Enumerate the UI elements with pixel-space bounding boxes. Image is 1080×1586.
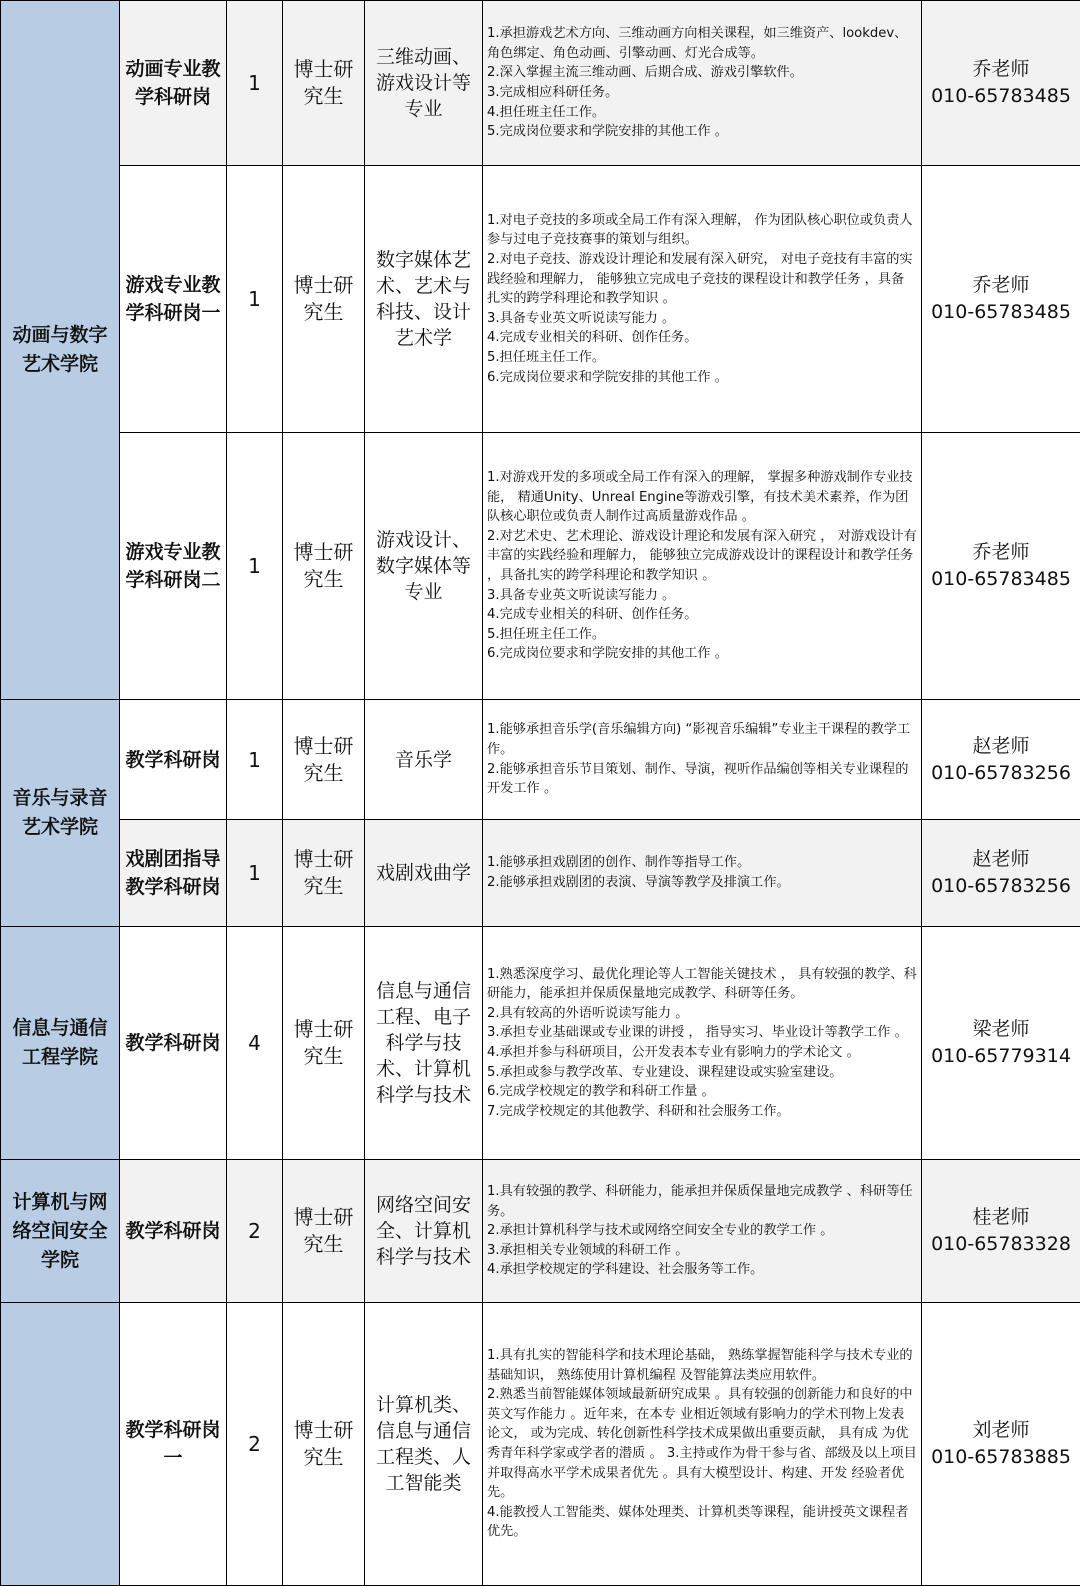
contact-phone: 010-65783256 (924, 760, 1078, 787)
duty-line: 2.对电子竞技、游戏设计理论和发展有深入研究， 对电子竞技有丰富的实践经验和理解力， 能够独立完成电子竞技的课程设计和教学任务 ，具备扎实的跨学科理论和教学知识 。 (487, 250, 917, 309)
major-cell: 网络空间安全、计算机科学与技术 (365, 1160, 483, 1303)
duties-cell (483, 166, 922, 433)
department-cell (1, 1303, 120, 1586)
contact-phone: 010-65779314 (924, 1043, 1078, 1070)
duties-cell (483, 1303, 922, 1586)
table-row (1, 1, 1080, 166)
headcount-cell: 1 (227, 166, 283, 433)
duty-line: 3.具备专业英文听说读写能力 。 (487, 586, 917, 606)
duties-cell (483, 927, 922, 1160)
contact-phone: 010-65783885 (924, 1444, 1078, 1471)
education-cell: 博士研究生 (283, 1160, 365, 1303)
duty-line: 7.完成学校规定的其他教学、科研和社会服务工作。 (487, 1102, 917, 1122)
duty-line: 4.能教授人工智能类、媒体处理类、计算机类等课程，能讲授英文课程者优先。 (487, 1503, 917, 1542)
duty-line: 3.承担专业基础课或专业课的讲授 ， 指导实习、毕业设计等教学工作 。 (487, 1023, 917, 1043)
duty-line: 1.承担游戏艺术方向、三维动画方向相关课程，如三维资产、lookdev、角色绑定、角色动画、引擎动画、灯光合成等。 (487, 24, 917, 63)
table-row (1, 927, 1080, 1160)
contact-name: 乔老师 (924, 539, 1078, 566)
contact-cell (922, 1303, 1080, 1586)
contact-name: 刘老师 (924, 1417, 1078, 1444)
contact-phone: 010-65783485 (924, 299, 1078, 326)
duty-line: 2.对艺术史、艺术理论、游戏设计理论和发展有深入研究 ， 对游戏设计有丰富的实践经验和理解力， 能够独立完成游戏设计的课程设计和教学任务 ，具备扎实的跨学科理论和教学知识 。 (487, 527, 917, 586)
contact-phone: 010-65783485 (924, 83, 1078, 110)
position-cell: 教学科研岗 (120, 927, 227, 1160)
duty-line: 2.深入掌握主流三维动画、后期合成、游戏引擎软件。 (487, 63, 917, 83)
position-cell: 教学科研岗 (120, 1160, 227, 1303)
duties-cell (483, 433, 922, 700)
headcount-cell: 1 (227, 820, 283, 927)
education-cell: 博士研究生 (283, 1, 365, 166)
headcount-cell: 4 (227, 927, 283, 1160)
duty-line: 1.具有扎实的智能科学和技术理论基础， 熟练掌握智能科学与技术专业的基础知识， 熟练使用计算机编程 及智能算法类应用软件。 (487, 1346, 917, 1385)
education-cell: 博士研究生 (283, 166, 365, 433)
contact-cell (922, 700, 1080, 820)
duty-line: 3.具备专业英文听说读写能力 。 (487, 309, 917, 329)
duty-line: 2.能够承担音乐节目策划、制作、导演，视听作品编创等相关专业课程的开发工作 。 (487, 760, 917, 799)
major-cell: 三维动画、游戏设计等专业 (365, 1, 483, 166)
table-row (1, 166, 1080, 433)
contact-name: 桂老师 (924, 1204, 1078, 1231)
contact-cell (922, 1160, 1080, 1303)
contact-phone: 010-65783256 (924, 873, 1078, 900)
duty-line: 3.承担相关专业领域的科研工作 。 (487, 1241, 917, 1261)
contact-name: 乔老师 (924, 56, 1078, 83)
table-row (1, 820, 1080, 927)
duty-line: 6.完成学校规定的教学和科研工作量 。 (487, 1082, 917, 1102)
headcount-cell: 1 (227, 700, 283, 820)
department-cell: 信息与通信工程学院 (1, 927, 120, 1160)
duty-line: 2.熟悉当前智能媒体领域最新研究成果 。具有较强的创新能力和良好的中英文写作能力 。近年来，在本专 业相近领域有影响力的学术刊物上发表论文， 或为完成、转化创新性科学技术成果做出重要贡献， 具有成 为优秀青年科学家或学者的潜质 。 3.主持或作为骨干参与省、部级及以上项目并取得高水平学术成果者优先 。具有大模型设计、构建、开发 经验者优先。 (487, 1385, 917, 1503)
headcount-cell: 1 (227, 1, 283, 166)
duty-line: 4.完成专业相关的科研、创作任务。 (487, 605, 917, 625)
duties-cell (483, 820, 922, 927)
education-cell: 博士研究生 (283, 700, 365, 820)
position-cell: 游戏专业教学科研岗二 (120, 433, 227, 700)
major-cell: 戏剧戏曲学 (365, 820, 483, 927)
education-cell: 博士研究生 (283, 820, 365, 927)
table-row (1, 1160, 1080, 1303)
duty-line: 1.具有较强的教学、科研能力，能承担并保质保量地完成教学 、科研等任务。 (487, 1182, 917, 1221)
duty-line: 4.承担学校规定的学科建设、社会服务等工作。 (487, 1260, 917, 1280)
duty-line: 6.完成岗位要求和学院安排的其他工作 。 (487, 368, 917, 388)
position-cell: 动画专业教学科研岗 (120, 1, 227, 166)
duties-cell (483, 700, 922, 820)
contact-name: 乔老师 (924, 272, 1078, 299)
contact-cell (922, 927, 1080, 1160)
duty-line: 1.对游戏开发的多项或全局工作有深入的理解， 掌握多种游戏制作专业技能， 精通Unity、Unreal Engine等游戏引擎，有技术美术素养，作为团队核心职位或负责人制作过高质量游戏作品 。 (487, 468, 917, 527)
education-cell: 博士研究生 (283, 433, 365, 700)
duties-cell (483, 1, 922, 166)
duty-line: 2.具有较高的外语听说读写能力 。 (487, 1004, 917, 1024)
duty-line: 4.承担并参与科研项目，公开发表本专业有影响力的学术论文 。 (487, 1043, 917, 1063)
position-cell: 教学科研岗 (120, 700, 227, 820)
duty-line: 1.熟悉深度学习、最优化理论等人工智能关键技术 ， 具有较强的教学、科研能力，能承担并保质保量地完成教学、科研等任务。 (487, 965, 917, 1004)
contact-name: 梁老师 (924, 1016, 1078, 1043)
duty-line: 5.担任班主任工作。 (487, 625, 917, 645)
department-cell: 计算机与网络空间安全学院 (1, 1160, 120, 1303)
major-cell: 信息与通信工程、电子科学与技术、计算机科学与技术 (365, 927, 483, 1160)
duty-line: 2.能够承担戏剧团的表演、导演等教学及排演工作。 (487, 873, 917, 893)
contact-cell (922, 1, 1080, 166)
duty-line: 5.担任班主任工作。 (487, 348, 917, 368)
headcount-cell: 2 (227, 1303, 283, 1586)
major-cell: 数字媒体艺术、艺术与科技、设计艺术学 (365, 166, 483, 433)
headcount-cell: 1 (227, 433, 283, 700)
major-cell: 计算机类、信息与通信工程类、人工智能类 (365, 1303, 483, 1586)
contact-name: 赵老师 (924, 846, 1078, 873)
duty-line: 1.能够承担音乐学(音乐编辑方向) “影视音乐编辑”专业主干课程的教学工作。 (487, 720, 917, 759)
position-cell: 戏剧团指导教学科研岗 (120, 820, 227, 927)
table-row (1, 1303, 1080, 1586)
table-row (1, 433, 1080, 700)
contact-cell (922, 433, 1080, 700)
duty-line: 5.完成岗位要求和学院安排的其他工作 。 (487, 122, 917, 142)
contact-phone: 010-65783485 (924, 566, 1078, 593)
table-row (1, 700, 1080, 820)
duty-line: 3.完成相应科研任务。 (487, 83, 917, 103)
duty-line: 4.完成专业相关的科研、创作任务。 (487, 328, 917, 348)
department-cell: 动画与数字艺术学院 (1, 1, 120, 700)
duty-line: 6.完成岗位要求和学院安排的其他工作 。 (487, 644, 917, 664)
position-cell: 教学科研岗一 (120, 1303, 227, 1586)
duty-line: 2.承担计算机科学与技术或网络空间安全专业的教学工作 。 (487, 1221, 917, 1241)
headcount-cell: 2 (227, 1160, 283, 1303)
contact-name: 赵老师 (924, 733, 1078, 760)
education-cell: 博士研究生 (283, 1303, 365, 1586)
department-cell: 音乐与录音艺术学院 (1, 700, 120, 927)
position-cell: 游戏专业教学科研岗一 (120, 166, 227, 433)
major-cell: 游戏设计、数字媒体等专业 (365, 433, 483, 700)
education-cell: 博士研究生 (283, 927, 365, 1160)
contact-cell (922, 820, 1080, 927)
duty-line: 1.能够承担戏剧团的创作、制作等指导工作。 (487, 853, 917, 873)
duty-line: 5.承担或参与教学改革、专业建设、课程建设或实验室建设。 (487, 1063, 917, 1083)
duties-cell (483, 1160, 922, 1303)
duty-line: 1.对电子竞技的多项或全局工作有深入理解， 作为团队核心职位或负责人参与过电子竞技赛事的策划与组织。 (487, 211, 917, 250)
contact-cell (922, 166, 1080, 433)
major-cell: 音乐学 (365, 700, 483, 820)
duty-line: 4.担任班主任工作。 (487, 103, 917, 123)
contact-phone: 010-65783328 (924, 1231, 1078, 1258)
